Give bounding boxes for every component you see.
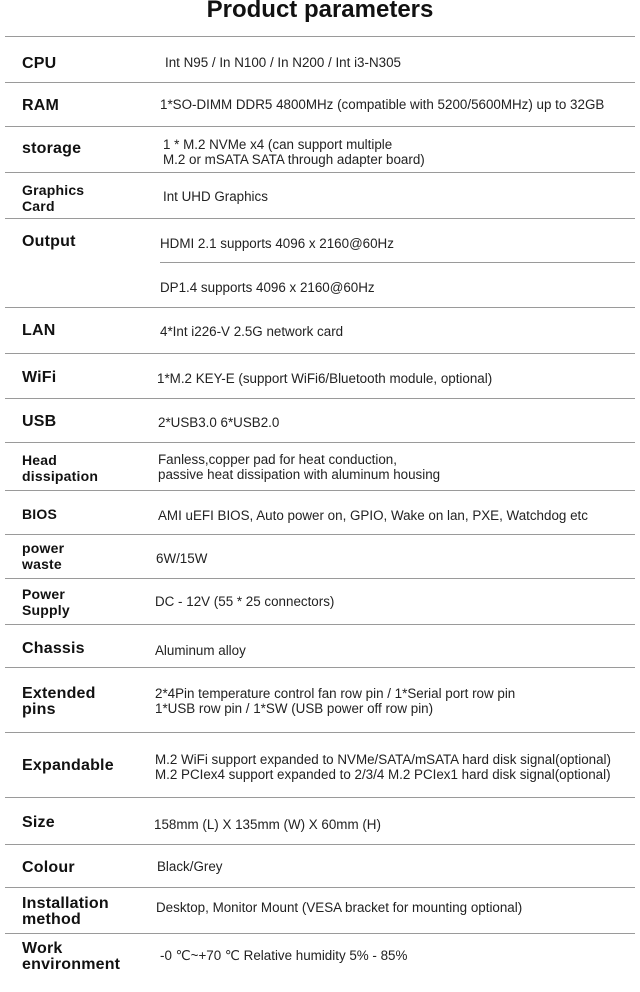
row-value-head-dissipation: Fanless,copper pad for heat conduction, passive heat dissipation with aluminum housing <box>158 452 441 482</box>
separator <box>5 797 635 798</box>
separator <box>5 732 635 733</box>
row-label-colour: Colour <box>22 859 75 876</box>
row-value-chassis: Aluminum alloy <box>155 643 246 658</box>
row-value-bios: AMI uEFI BIOS, Auto power on, GPIO, Wake on lan, PXE, Watchdog etc <box>158 508 588 523</box>
row-value-graphics: Int UHD Graphics <box>163 189 268 204</box>
row-value-usb: 2*USB3.0 6*USB2.0 <box>158 415 280 430</box>
row-label-installation-method: Installation method <box>22 895 109 928</box>
separator <box>5 126 635 127</box>
separator <box>5 442 635 443</box>
page-title: Product parameters <box>206 0 434 23</box>
row-value-lan: 4*Int i226-V 2.5G network card <box>160 324 344 339</box>
row-value-power-waste: 6W/15W <box>156 551 208 566</box>
row-label-power-waste: power waste <box>22 540 65 572</box>
separator <box>5 933 635 934</box>
row-label-expandable: Expandable <box>22 757 114 774</box>
row-label-chassis: Chassis <box>22 640 85 657</box>
row-value-colour: Black/Grey <box>157 859 223 874</box>
row-value-expandable: M.2 WiFi support expanded to NVMe/SATA/mSATA hard disk signal(optional) M.2 PCIex4 support expanded to 2/3/4 M.2 PCIex1 hard disk signal(optional) <box>155 752 611 782</box>
separator <box>5 36 635 37</box>
row-value-power-supply: DC - 12V (55 * 25 connectors) <box>155 594 335 609</box>
separator <box>5 82 635 83</box>
separator <box>5 578 635 579</box>
row-label-graphics: Graphics Card <box>22 182 85 214</box>
separator <box>5 887 635 888</box>
row-label-head-dissipation: Head dissipation <box>22 452 99 484</box>
row-value-installation-method: Desktop, Monitor Mount (VESA bracket for mounting optional) <box>156 900 523 915</box>
row-label-bios: BIOS <box>22 506 58 522</box>
separator <box>5 667 635 668</box>
separator <box>160 262 635 263</box>
row-label-usb: USB <box>22 413 57 430</box>
separator <box>5 490 635 491</box>
row-label-cpu: CPU <box>22 55 57 72</box>
row-value-wifi: 1*M.2 KEY-E (support WiFi6/Bluetooth module, optional) <box>157 371 493 386</box>
separator <box>5 307 635 308</box>
row-value-ram: 1*SO-DIMM DDR5 4800MHz (compatible with 5200/5600MHz) up to 32GB <box>160 97 605 112</box>
row-label-wifi: WiFi <box>22 369 57 386</box>
row-value-work-environment: -0 ℃~+70 ℃ Relative humidity 5% - 85% <box>160 948 408 963</box>
row-value-cpu: Int N95 / In N100 / In N200 / Int i3-N305 <box>165 55 401 70</box>
separator <box>5 624 635 625</box>
separator <box>5 218 635 219</box>
separator <box>5 534 635 535</box>
row-label-ram: RAM <box>22 97 60 114</box>
row-label-output: Output <box>22 233 76 250</box>
row-label-size: Size <box>22 814 55 831</box>
separator <box>5 353 635 354</box>
separator <box>5 844 635 845</box>
separator <box>5 172 635 173</box>
row-value-extended-pins: 2*4Pin temperature control fan row pin / 1*Serial port row pin 1*USB row pin / 1*SW (USB power off row pin) <box>155 686 516 716</box>
row-value-output-hdmi: HDMI 2.1 supports 4096 x 2160@60Hz <box>160 236 394 251</box>
row-label-power-supply: Power Supply <box>22 586 70 618</box>
separator <box>5 398 635 399</box>
row-label-lan: LAN <box>22 322 56 339</box>
row-value-size: 158mm (L) X 135mm (W) X 60mm (H) <box>154 817 381 832</box>
row-label-work-environment: Work environment <box>22 940 121 973</box>
row-value-output-dp: DP1.4 supports 4096 x 2160@60Hz <box>160 280 375 295</box>
row-value-storage: 1 * M.2 NVMe x4 (can support multiple M.2 or mSATA SATA through adapter board) <box>163 137 425 167</box>
row-label-storage: storage <box>22 140 82 157</box>
row-label-extended-pins: Extended pins <box>22 685 96 718</box>
